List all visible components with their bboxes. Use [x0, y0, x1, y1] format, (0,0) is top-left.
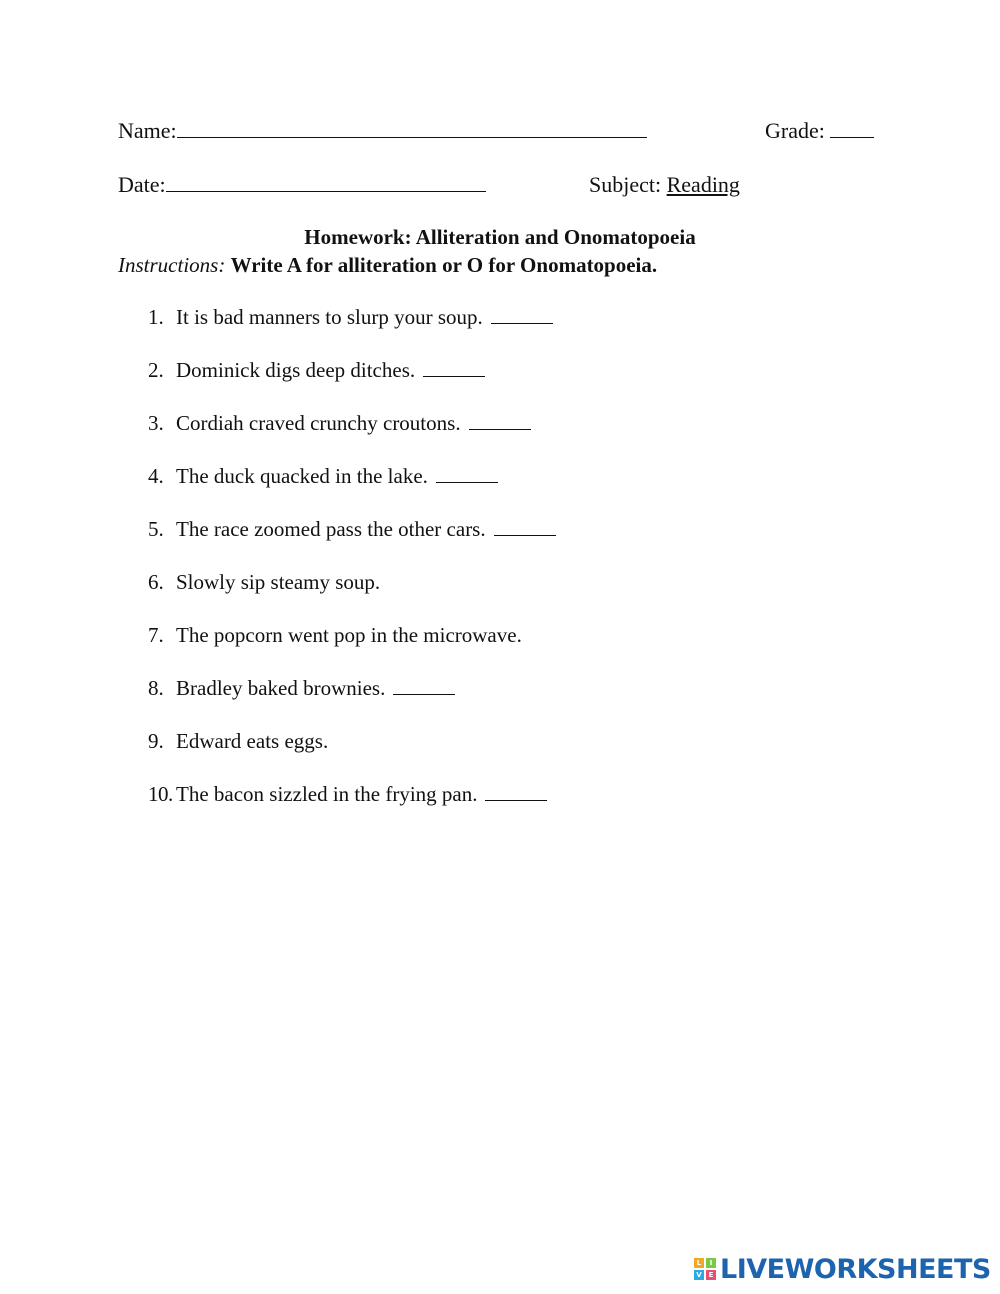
grade-blank[interactable] — [830, 119, 874, 138]
instructions-text: Write A for alliteration or O for Onomatopoeia. — [230, 253, 658, 277]
name-label: Name: — [118, 118, 177, 143]
question-number: 6. — [148, 570, 164, 594]
date-field[interactable] — [118, 172, 486, 198]
question-text: The race zoomed pass the other cars. — [176, 517, 486, 541]
question-item — [148, 411, 531, 436]
question-item — [148, 570, 380, 595]
question-item — [148, 782, 547, 807]
question-text: Dominick digs deep ditches. — [176, 358, 416, 382]
page-title — [0, 225, 1000, 250]
answer-blank[interactable] — [494, 521, 556, 536]
answer-blank[interactable] — [393, 680, 455, 695]
question-number: 3. — [148, 411, 164, 435]
question-number: 10. — [148, 782, 173, 806]
question-number: 4. — [148, 464, 164, 488]
logo-square: L — [694, 1258, 704, 1268]
subject-label: Subject: — [589, 172, 662, 197]
question-item — [148, 729, 328, 754]
liveworksheets-logo — [694, 1254, 991, 1284]
logo-text: LIVEWORKSHEETS — [720, 1253, 991, 1285]
question-text: Slowly sip steamy soup. — [176, 570, 381, 594]
question-text: The bacon sizzled in the frying pan. — [176, 782, 478, 806]
logo-square: I — [706, 1258, 716, 1268]
question-number: 1. — [148, 305, 164, 329]
date-blank[interactable] — [166, 173, 486, 192]
date-label: Date: — [118, 172, 166, 197]
question-number: 7. — [148, 623, 164, 647]
question-number: 9. — [148, 729, 164, 753]
title-text: Homework: Alliteration and Onomatopoeia — [304, 225, 696, 249]
answer-blank[interactable] — [485, 786, 547, 801]
instructions-label: Instructions: — [118, 253, 226, 277]
grade-field[interactable] — [765, 118, 874, 144]
question-text: Cordiah craved crunchy croutons. — [176, 411, 461, 435]
question-number: 2. — [148, 358, 164, 382]
grade-label: Grade: — [765, 118, 825, 143]
logo-square: E — [706, 1270, 716, 1280]
question-item — [148, 517, 556, 542]
question-item — [148, 464, 498, 489]
question-item — [148, 623, 522, 648]
name-field[interactable] — [118, 118, 647, 144]
subject-field — [589, 172, 740, 198]
answer-blank[interactable] — [436, 468, 498, 483]
question-number: 8. — [148, 676, 164, 700]
logo-square: V — [694, 1270, 704, 1280]
subject-value: Reading — [666, 172, 740, 197]
answer-blank[interactable] — [469, 415, 531, 430]
question-text: It is bad manners to slurp your soup. — [176, 305, 483, 329]
name-blank[interactable] — [177, 119, 647, 138]
question-text: Edward eats eggs. — [176, 729, 329, 753]
answer-blank[interactable] — [491, 309, 553, 324]
question-number: 5. — [148, 517, 164, 541]
question-text: Bradley baked brownies. — [176, 676, 386, 700]
logo-squares-icon — [694, 1258, 716, 1280]
question-item — [148, 358, 485, 383]
question-text: The popcorn went pop in the microwave. — [176, 623, 522, 647]
question-text: The duck quacked in the lake. — [176, 464, 428, 488]
question-item — [148, 676, 455, 701]
answer-blank[interactable] — [423, 362, 485, 377]
instructions — [118, 253, 657, 278]
question-item — [148, 305, 553, 330]
